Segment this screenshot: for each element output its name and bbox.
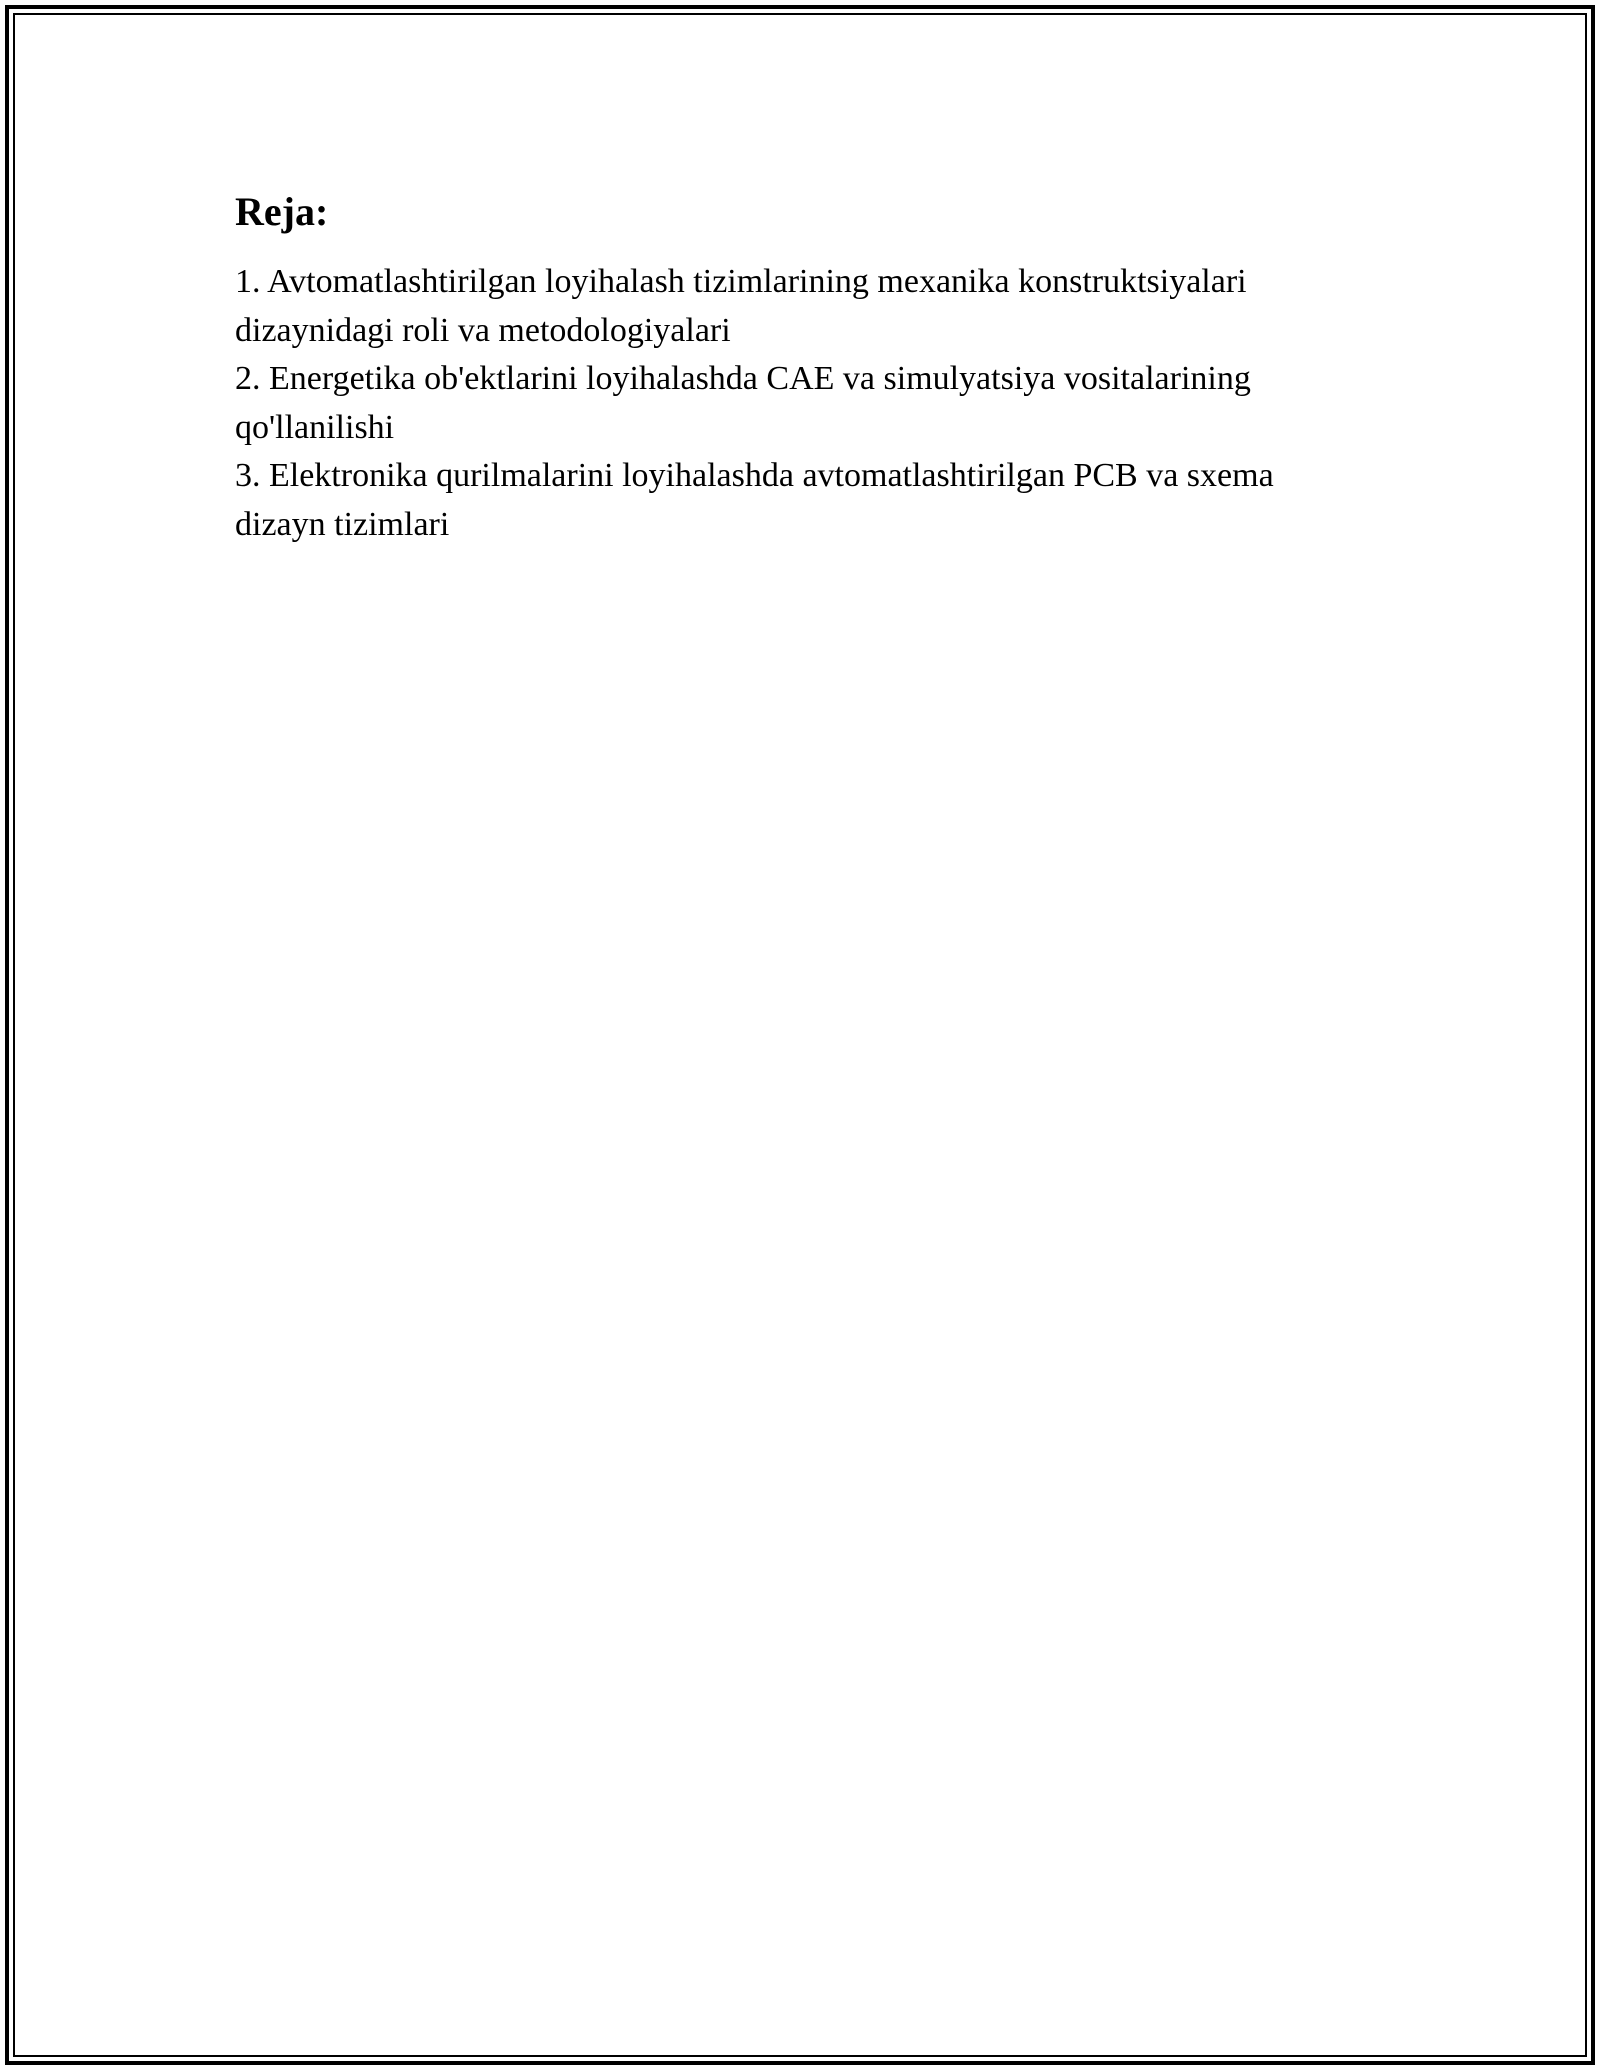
plan-item-3: 3. Elektronika qurilmalarini loyihalashda avtomatlashtirilgan PCB va sxema dizayn tizimlari [235, 457, 1274, 543]
plan-heading: Reja: [235, 189, 329, 234]
document-content [235, 188, 1365, 549]
plan-item-2: 2. Energetika ob'ektlarini loyihalashda CAE va simulyatsiya vositalarining qo'llanilishi [235, 360, 1251, 446]
plan-list [235, 258, 1365, 549]
plan-item-1: 1. Avtomatlashtirilgan loyihalash tizimlarining mexanika konstruktsiyalari dizaynidagi roli va metodologiyalari [235, 263, 1247, 349]
